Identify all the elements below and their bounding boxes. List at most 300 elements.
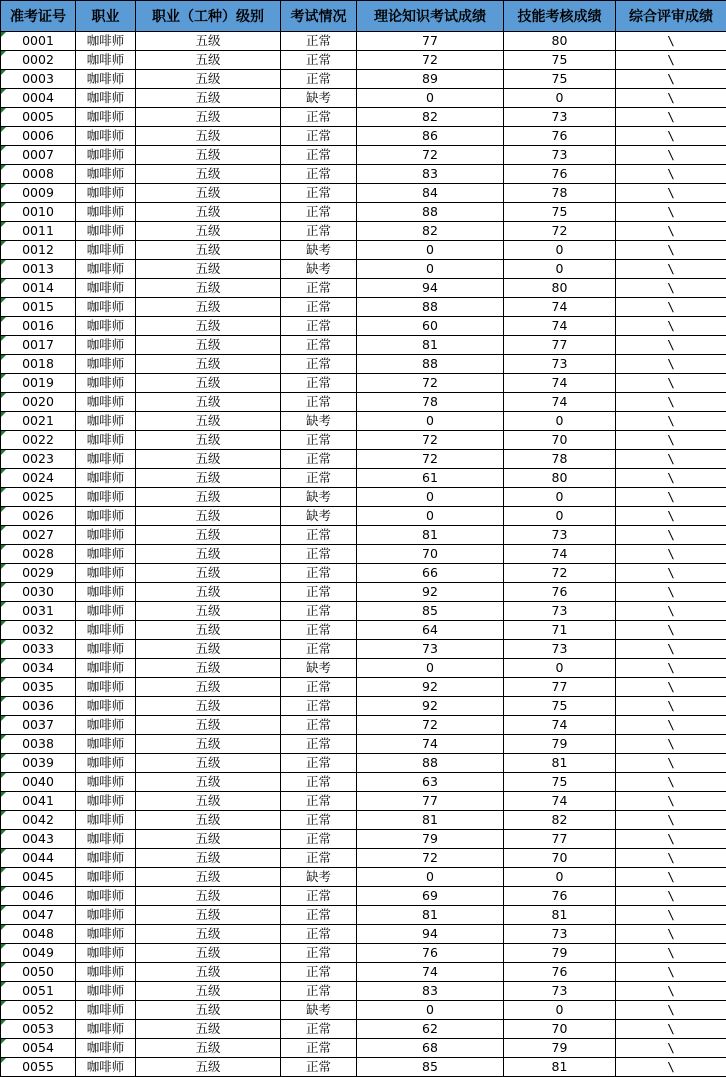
- theory-score-cell[interactable]: 0: [357, 89, 504, 108]
- occupation-cell[interactable]: 咖啡师: [76, 678, 136, 697]
- skill-score-cell[interactable]: 77: [504, 830, 616, 849]
- exam-id-cell[interactable]: 0005: [1, 108, 76, 127]
- occupation-cell[interactable]: 咖啡师: [76, 925, 136, 944]
- exam-id-cell[interactable]: 0052: [1, 1001, 76, 1020]
- level-cell[interactable]: 五级: [136, 849, 281, 868]
- skill-score-cell[interactable]: 81: [504, 1058, 616, 1077]
- level-cell[interactable]: 五级: [136, 431, 281, 450]
- skill-score-cell[interactable]: 73: [504, 640, 616, 659]
- theory-score-cell[interactable]: 77: [357, 32, 504, 51]
- review-score-cell[interactable]: \: [616, 754, 726, 773]
- exam-status-cell[interactable]: 正常: [281, 963, 357, 982]
- review-score-cell[interactable]: \: [616, 849, 726, 868]
- review-score-cell[interactable]: \: [616, 203, 726, 222]
- review-score-cell[interactable]: \: [616, 89, 726, 108]
- exam-status-cell[interactable]: 正常: [281, 640, 357, 659]
- exam-id-cell[interactable]: 0026: [1, 507, 76, 526]
- skill-score-cell[interactable]: 75: [504, 697, 616, 716]
- exam-id-cell[interactable]: 0050: [1, 963, 76, 982]
- skill-score-cell[interactable]: 0: [504, 507, 616, 526]
- exam-id-cell[interactable]: 0034: [1, 659, 76, 678]
- occupation-cell[interactable]: 咖啡师: [76, 868, 136, 887]
- level-cell[interactable]: 五级: [136, 32, 281, 51]
- level-cell[interactable]: 五级: [136, 545, 281, 564]
- theory-score-cell[interactable]: 88: [357, 203, 504, 222]
- theory-score-cell[interactable]: 72: [357, 716, 504, 735]
- review-score-cell[interactable]: \: [616, 32, 726, 51]
- exam-status-cell[interactable]: 正常: [281, 165, 357, 184]
- theory-score-cell[interactable]: 72: [357, 146, 504, 165]
- skill-score-cell[interactable]: 78: [504, 450, 616, 469]
- skill-score-cell[interactable]: 0: [504, 260, 616, 279]
- exam-id-cell[interactable]: 0039: [1, 754, 76, 773]
- exam-status-cell[interactable]: 正常: [281, 811, 357, 830]
- level-cell[interactable]: 五级: [136, 602, 281, 621]
- theory-score-cell[interactable]: 0: [357, 868, 504, 887]
- skill-score-cell[interactable]: 77: [504, 336, 616, 355]
- level-cell[interactable]: 五级: [136, 108, 281, 127]
- theory-score-cell[interactable]: 86: [357, 127, 504, 146]
- theory-score-cell[interactable]: 72: [357, 450, 504, 469]
- theory-score-cell[interactable]: 73: [357, 640, 504, 659]
- skill-score-cell[interactable]: 81: [504, 754, 616, 773]
- occupation-cell[interactable]: 咖啡师: [76, 507, 136, 526]
- exam-id-cell[interactable]: 0004: [1, 89, 76, 108]
- occupation-cell[interactable]: 咖啡师: [76, 374, 136, 393]
- level-cell[interactable]: 五级: [136, 925, 281, 944]
- skill-score-cell[interactable]: 0: [504, 659, 616, 678]
- exam-status-cell[interactable]: 缺考: [281, 89, 357, 108]
- skill-score-cell[interactable]: 0: [504, 89, 616, 108]
- occupation-cell[interactable]: 咖啡师: [76, 89, 136, 108]
- occupation-cell[interactable]: 咖啡师: [76, 963, 136, 982]
- exam-status-cell[interactable]: 正常: [281, 127, 357, 146]
- occupation-cell[interactable]: 咖啡师: [76, 32, 136, 51]
- level-cell[interactable]: 五级: [136, 982, 281, 1001]
- review-score-cell[interactable]: \: [616, 659, 726, 678]
- review-score-cell[interactable]: \: [616, 792, 726, 811]
- review-score-cell[interactable]: \: [616, 526, 726, 545]
- theory-score-cell[interactable]: 60: [357, 317, 504, 336]
- exam-status-cell[interactable]: 正常: [281, 830, 357, 849]
- exam-status-cell[interactable]: 正常: [281, 735, 357, 754]
- level-cell[interactable]: 五级: [136, 697, 281, 716]
- theory-score-cell[interactable]: 72: [357, 374, 504, 393]
- theory-score-cell[interactable]: 94: [357, 925, 504, 944]
- review-score-cell[interactable]: \: [616, 298, 726, 317]
- occupation-cell[interactable]: 咖啡师: [76, 602, 136, 621]
- level-cell[interactable]: 五级: [136, 621, 281, 640]
- skill-score-cell[interactable]: 80: [504, 32, 616, 51]
- exam-id-cell[interactable]: 0008: [1, 165, 76, 184]
- exam-id-cell[interactable]: 0036: [1, 697, 76, 716]
- level-cell[interactable]: 五级: [136, 412, 281, 431]
- skill-score-cell[interactable]: 0: [504, 1001, 616, 1020]
- level-cell[interactable]: 五级: [136, 469, 281, 488]
- exam-status-cell[interactable]: 正常: [281, 450, 357, 469]
- occupation-cell[interactable]: 咖啡师: [76, 735, 136, 754]
- review-score-cell[interactable]: \: [616, 355, 726, 374]
- occupation-cell[interactable]: 咖啡师: [76, 431, 136, 450]
- review-score-cell[interactable]: \: [616, 925, 726, 944]
- skill-score-cell[interactable]: 70: [504, 1020, 616, 1039]
- occupation-cell[interactable]: 咖啡师: [76, 811, 136, 830]
- review-score-cell[interactable]: \: [616, 127, 726, 146]
- review-score-cell[interactable]: \: [616, 868, 726, 887]
- exam-status-cell[interactable]: 正常: [281, 526, 357, 545]
- occupation-cell[interactable]: 咖啡师: [76, 241, 136, 260]
- column-header-exam-id[interactable]: 准考证号: [1, 1, 76, 32]
- occupation-cell[interactable]: 咖啡师: [76, 70, 136, 89]
- exam-id-cell[interactable]: 0010: [1, 203, 76, 222]
- exam-id-cell[interactable]: 0012: [1, 241, 76, 260]
- review-score-cell[interactable]: \: [616, 450, 726, 469]
- exam-id-cell[interactable]: 0011: [1, 222, 76, 241]
- occupation-cell[interactable]: 咖啡师: [76, 355, 136, 374]
- review-score-cell[interactable]: \: [616, 507, 726, 526]
- skill-score-cell[interactable]: 76: [504, 165, 616, 184]
- exam-status-cell[interactable]: 正常: [281, 184, 357, 203]
- skill-score-cell[interactable]: 80: [504, 469, 616, 488]
- exam-id-cell[interactable]: 0019: [1, 374, 76, 393]
- exam-id-cell[interactable]: 0002: [1, 51, 76, 70]
- skill-score-cell[interactable]: 73: [504, 108, 616, 127]
- level-cell[interactable]: 五级: [136, 127, 281, 146]
- level-cell[interactable]: 五级: [136, 830, 281, 849]
- occupation-cell[interactable]: 咖啡师: [76, 640, 136, 659]
- exam-id-cell[interactable]: 0001: [1, 32, 76, 51]
- exam-status-cell[interactable]: 正常: [281, 108, 357, 127]
- exam-status-cell[interactable]: 正常: [281, 982, 357, 1001]
- exam-id-cell[interactable]: 0046: [1, 887, 76, 906]
- exam-status-cell[interactable]: 正常: [281, 469, 357, 488]
- occupation-cell[interactable]: 咖啡师: [76, 184, 136, 203]
- exam-id-cell[interactable]: 0030: [1, 583, 76, 602]
- column-header-occupation[interactable]: 职业: [76, 1, 136, 32]
- review-score-cell[interactable]: \: [616, 393, 726, 412]
- skill-score-cell[interactable]: 79: [504, 1039, 616, 1058]
- skill-score-cell[interactable]: 77: [504, 678, 616, 697]
- level-cell[interactable]: 五级: [136, 716, 281, 735]
- level-cell[interactable]: 五级: [136, 146, 281, 165]
- exam-status-cell[interactable]: 正常: [281, 849, 357, 868]
- occupation-cell[interactable]: 咖啡师: [76, 203, 136, 222]
- review-score-cell[interactable]: \: [616, 583, 726, 602]
- level-cell[interactable]: 五级: [136, 1058, 281, 1077]
- skill-score-cell[interactable]: 72: [504, 222, 616, 241]
- level-cell[interactable]: 五级: [136, 906, 281, 925]
- occupation-cell[interactable]: 咖啡师: [76, 564, 136, 583]
- level-cell[interactable]: 五级: [136, 279, 281, 298]
- theory-score-cell[interactable]: 72: [357, 849, 504, 868]
- skill-score-cell[interactable]: 0: [504, 412, 616, 431]
- exam-status-cell[interactable]: 正常: [281, 222, 357, 241]
- theory-score-cell[interactable]: 66: [357, 564, 504, 583]
- theory-score-cell[interactable]: 72: [357, 431, 504, 450]
- skill-score-cell[interactable]: 70: [504, 849, 616, 868]
- skill-score-cell[interactable]: 0: [504, 488, 616, 507]
- review-score-cell[interactable]: \: [616, 887, 726, 906]
- exam-status-cell[interactable]: 正常: [281, 431, 357, 450]
- exam-status-cell[interactable]: 正常: [281, 51, 357, 70]
- skill-score-cell[interactable]: 75: [504, 773, 616, 792]
- occupation-cell[interactable]: 咖啡师: [76, 146, 136, 165]
- level-cell[interactable]: 五级: [136, 317, 281, 336]
- skill-score-cell[interactable]: 72: [504, 564, 616, 583]
- theory-score-cell[interactable]: 63: [357, 773, 504, 792]
- level-cell[interactable]: 五级: [136, 184, 281, 203]
- exam-id-cell[interactable]: 0003: [1, 70, 76, 89]
- theory-score-cell[interactable]: 82: [357, 108, 504, 127]
- theory-score-cell[interactable]: 83: [357, 165, 504, 184]
- review-score-cell[interactable]: \: [616, 222, 726, 241]
- exam-id-cell[interactable]: 0027: [1, 526, 76, 545]
- exam-status-cell[interactable]: 正常: [281, 393, 357, 412]
- exam-id-cell[interactable]: 0018: [1, 355, 76, 374]
- exam-status-cell[interactable]: 正常: [281, 1058, 357, 1077]
- level-cell[interactable]: 五级: [136, 260, 281, 279]
- review-score-cell[interactable]: \: [616, 811, 726, 830]
- occupation-cell[interactable]: 咖啡师: [76, 393, 136, 412]
- exam-status-cell[interactable]: 正常: [281, 70, 357, 89]
- skill-score-cell[interactable]: 79: [504, 944, 616, 963]
- exam-status-cell[interactable]: 正常: [281, 374, 357, 393]
- level-cell[interactable]: 五级: [136, 393, 281, 412]
- level-cell[interactable]: 五级: [136, 564, 281, 583]
- skill-score-cell[interactable]: 74: [504, 298, 616, 317]
- occupation-cell[interactable]: 咖啡师: [76, 659, 136, 678]
- exam-id-cell[interactable]: 0038: [1, 735, 76, 754]
- occupation-cell[interactable]: 咖啡师: [76, 279, 136, 298]
- skill-score-cell[interactable]: 73: [504, 526, 616, 545]
- exam-id-cell[interactable]: 0023: [1, 450, 76, 469]
- review-score-cell[interactable]: \: [616, 602, 726, 621]
- review-score-cell[interactable]: \: [616, 374, 726, 393]
- review-score-cell[interactable]: \: [616, 982, 726, 1001]
- exam-id-cell[interactable]: 0051: [1, 982, 76, 1001]
- review-score-cell[interactable]: \: [616, 108, 726, 127]
- review-score-cell[interactable]: \: [616, 564, 726, 583]
- exam-id-cell[interactable]: 0031: [1, 602, 76, 621]
- level-cell[interactable]: 五级: [136, 754, 281, 773]
- skill-score-cell[interactable]: 0: [504, 868, 616, 887]
- exam-status-cell[interactable]: 正常: [281, 355, 357, 374]
- exam-status-cell[interactable]: 正常: [281, 887, 357, 906]
- level-cell[interactable]: 五级: [136, 773, 281, 792]
- review-score-cell[interactable]: \: [616, 678, 726, 697]
- review-score-cell[interactable]: \: [616, 1039, 726, 1058]
- occupation-cell[interactable]: 咖啡师: [76, 792, 136, 811]
- exam-status-cell[interactable]: 正常: [281, 545, 357, 564]
- exam-id-cell[interactable]: 0009: [1, 184, 76, 203]
- skill-score-cell[interactable]: 75: [504, 203, 616, 222]
- skill-score-cell[interactable]: 76: [504, 583, 616, 602]
- exam-status-cell[interactable]: 正常: [281, 697, 357, 716]
- theory-score-cell[interactable]: 0: [357, 260, 504, 279]
- level-cell[interactable]: 五级: [136, 1039, 281, 1058]
- exam-id-cell[interactable]: 0032: [1, 621, 76, 640]
- skill-score-cell[interactable]: 75: [504, 70, 616, 89]
- occupation-cell[interactable]: 咖啡师: [76, 754, 136, 773]
- level-cell[interactable]: 五级: [136, 70, 281, 89]
- exam-id-cell[interactable]: 0040: [1, 773, 76, 792]
- skill-score-cell[interactable]: 74: [504, 317, 616, 336]
- skill-score-cell[interactable]: 82: [504, 811, 616, 830]
- occupation-cell[interactable]: 咖啡师: [76, 849, 136, 868]
- exam-id-cell[interactable]: 0045: [1, 868, 76, 887]
- review-score-cell[interactable]: \: [616, 51, 726, 70]
- occupation-cell[interactable]: 咖啡师: [76, 545, 136, 564]
- exam-id-cell[interactable]: 0016: [1, 317, 76, 336]
- exam-status-cell[interactable]: 缺考: [281, 488, 357, 507]
- exam-id-cell[interactable]: 0043: [1, 830, 76, 849]
- column-header-level[interactable]: 职业（工种）级别: [136, 1, 281, 32]
- review-score-cell[interactable]: \: [616, 1058, 726, 1077]
- occupation-cell[interactable]: 咖啡师: [76, 260, 136, 279]
- theory-score-cell[interactable]: 81: [357, 336, 504, 355]
- theory-score-cell[interactable]: 0: [357, 659, 504, 678]
- theory-score-cell[interactable]: 78: [357, 393, 504, 412]
- exam-id-cell[interactable]: 0022: [1, 431, 76, 450]
- skill-score-cell[interactable]: 73: [504, 146, 616, 165]
- exam-status-cell[interactable]: 正常: [281, 944, 357, 963]
- exam-id-cell[interactable]: 0013: [1, 260, 76, 279]
- occupation-cell[interactable]: 咖啡师: [76, 944, 136, 963]
- occupation-cell[interactable]: 咖啡师: [76, 906, 136, 925]
- review-score-cell[interactable]: \: [616, 336, 726, 355]
- exam-id-cell[interactable]: 0047: [1, 906, 76, 925]
- column-header-review-score[interactable]: 综合评审成绩: [616, 1, 726, 32]
- exam-status-cell[interactable]: 正常: [281, 146, 357, 165]
- exam-status-cell[interactable]: 正常: [281, 203, 357, 222]
- level-cell[interactable]: 五级: [136, 868, 281, 887]
- theory-score-cell[interactable]: 85: [357, 602, 504, 621]
- level-cell[interactable]: 五级: [136, 963, 281, 982]
- level-cell[interactable]: 五级: [136, 355, 281, 374]
- skill-score-cell[interactable]: 0: [504, 241, 616, 260]
- review-score-cell[interactable]: \: [616, 184, 726, 203]
- theory-score-cell[interactable]: 81: [357, 526, 504, 545]
- theory-score-cell[interactable]: 88: [357, 754, 504, 773]
- exam-status-cell[interactable]: 缺考: [281, 412, 357, 431]
- review-score-cell[interactable]: \: [616, 1020, 726, 1039]
- theory-score-cell[interactable]: 83: [357, 982, 504, 1001]
- exam-status-cell[interactable]: 正常: [281, 298, 357, 317]
- level-cell[interactable]: 五级: [136, 526, 281, 545]
- theory-score-cell[interactable]: 61: [357, 469, 504, 488]
- occupation-cell[interactable]: 咖啡师: [76, 526, 136, 545]
- theory-score-cell[interactable]: 0: [357, 507, 504, 526]
- exam-status-cell[interactable]: 正常: [281, 317, 357, 336]
- theory-score-cell[interactable]: 79: [357, 830, 504, 849]
- theory-score-cell[interactable]: 0: [357, 412, 504, 431]
- level-cell[interactable]: 五级: [136, 89, 281, 108]
- skill-score-cell[interactable]: 71: [504, 621, 616, 640]
- occupation-cell[interactable]: 咖啡师: [76, 621, 136, 640]
- level-cell[interactable]: 五级: [136, 165, 281, 184]
- skill-score-cell[interactable]: 75: [504, 51, 616, 70]
- level-cell[interactable]: 五级: [136, 51, 281, 70]
- exam-id-cell[interactable]: 0014: [1, 279, 76, 298]
- theory-score-cell[interactable]: 64: [357, 621, 504, 640]
- column-header-skill-score[interactable]: 技能考核成绩: [504, 1, 616, 32]
- occupation-cell[interactable]: 咖啡师: [76, 488, 136, 507]
- exam-status-cell[interactable]: 缺考: [281, 1001, 357, 1020]
- exam-status-cell[interactable]: 正常: [281, 906, 357, 925]
- exam-id-cell[interactable]: 0006: [1, 127, 76, 146]
- review-score-cell[interactable]: \: [616, 469, 726, 488]
- exam-id-cell[interactable]: 0028: [1, 545, 76, 564]
- level-cell[interactable]: 五级: [136, 336, 281, 355]
- level-cell[interactable]: 五级: [136, 811, 281, 830]
- occupation-cell[interactable]: 咖啡师: [76, 773, 136, 792]
- theory-score-cell[interactable]: 88: [357, 355, 504, 374]
- theory-score-cell[interactable]: 94: [357, 279, 504, 298]
- skill-score-cell[interactable]: 70: [504, 431, 616, 450]
- occupation-cell[interactable]: 咖啡师: [76, 51, 136, 70]
- level-cell[interactable]: 五级: [136, 450, 281, 469]
- theory-score-cell[interactable]: 74: [357, 735, 504, 754]
- review-score-cell[interactable]: \: [616, 621, 726, 640]
- occupation-cell[interactable]: 咖啡师: [76, 450, 136, 469]
- exam-status-cell[interactable]: 缺考: [281, 868, 357, 887]
- review-score-cell[interactable]: \: [616, 830, 726, 849]
- skill-score-cell[interactable]: 73: [504, 602, 616, 621]
- exam-status-cell[interactable]: 正常: [281, 336, 357, 355]
- skill-score-cell[interactable]: 74: [504, 393, 616, 412]
- skill-score-cell[interactable]: 76: [504, 887, 616, 906]
- review-score-cell[interactable]: \: [616, 317, 726, 336]
- exam-id-cell[interactable]: 0020: [1, 393, 76, 412]
- exam-id-cell[interactable]: 0017: [1, 336, 76, 355]
- review-score-cell[interactable]: \: [616, 488, 726, 507]
- theory-score-cell[interactable]: 74: [357, 963, 504, 982]
- exam-id-cell[interactable]: 0044: [1, 849, 76, 868]
- exam-status-cell[interactable]: 正常: [281, 564, 357, 583]
- level-cell[interactable]: 五级: [136, 944, 281, 963]
- level-cell[interactable]: 五级: [136, 241, 281, 260]
- theory-score-cell[interactable]: 0: [357, 1001, 504, 1020]
- exam-id-cell[interactable]: 0049: [1, 944, 76, 963]
- exam-status-cell[interactable]: 正常: [281, 583, 357, 602]
- review-score-cell[interactable]: \: [616, 146, 726, 165]
- occupation-cell[interactable]: 咖啡师: [76, 412, 136, 431]
- exam-id-cell[interactable]: 0007: [1, 146, 76, 165]
- occupation-cell[interactable]: 咖啡师: [76, 1001, 136, 1020]
- theory-score-cell[interactable]: 72: [357, 51, 504, 70]
- exam-id-cell[interactable]: 0054: [1, 1039, 76, 1058]
- theory-score-cell[interactable]: 82: [357, 222, 504, 241]
- exam-id-cell[interactable]: 0048: [1, 925, 76, 944]
- column-header-theory-score[interactable]: 理论知识考试成绩: [357, 1, 504, 32]
- theory-score-cell[interactable]: 69: [357, 887, 504, 906]
- skill-score-cell[interactable]: 79: [504, 735, 616, 754]
- level-cell[interactable]: 五级: [136, 678, 281, 697]
- occupation-cell[interactable]: 咖啡师: [76, 830, 136, 849]
- exam-id-cell[interactable]: 0029: [1, 564, 76, 583]
- review-score-cell[interactable]: \: [616, 431, 726, 450]
- exam-id-cell[interactable]: 0015: [1, 298, 76, 317]
- occupation-cell[interactable]: 咖啡师: [76, 336, 136, 355]
- review-score-cell[interactable]: \: [616, 70, 726, 89]
- exam-id-cell[interactable]: 0035: [1, 678, 76, 697]
- theory-score-cell[interactable]: 85: [357, 1058, 504, 1077]
- theory-score-cell[interactable]: 77: [357, 792, 504, 811]
- exam-status-cell[interactable]: 缺考: [281, 260, 357, 279]
- skill-score-cell[interactable]: 73: [504, 925, 616, 944]
- occupation-cell[interactable]: 咖啡师: [76, 469, 136, 488]
- review-score-cell[interactable]: \: [616, 906, 726, 925]
